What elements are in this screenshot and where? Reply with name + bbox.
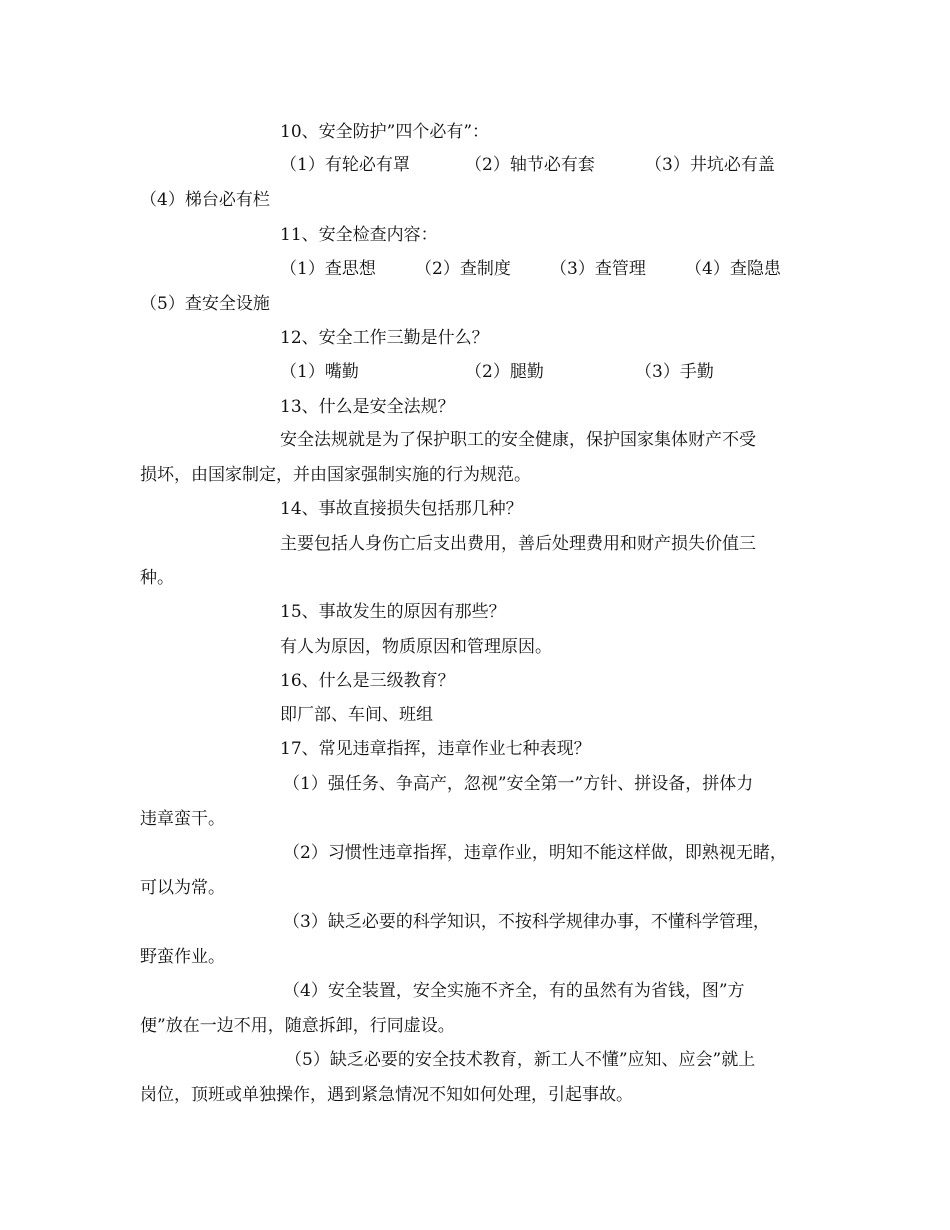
q11-title: 11、安全检查内容：: [280, 225, 438, 245]
q10-option-2: （2）轴节必有套: [465, 155, 595, 175]
q11-option-4: （4）查隐患: [685, 259, 781, 279]
q17-point-2-line-1: （2）习惯性违章指挥，违章作业，明知不能这样做，即熟视无睹，: [283, 843, 787, 863]
q16-title: 16、什么是三级教育？: [280, 671, 455, 691]
q16-answer: 即厂部、车间、班组: [280, 705, 433, 725]
q15-title: 15、事故发生的原因有那些？: [280, 602, 506, 622]
q11-option-2: （2）查制度: [415, 259, 511, 279]
q12-options: [280, 361, 714, 383]
q12-option-2: （2）腿勤: [465, 362, 544, 382]
q15-answer: 有人为原因，物质原因和管理原因。: [280, 637, 552, 657]
q13-answer-line-1: 安全法规就是为了保护职工的安全健康，保护国家集体财产不受: [280, 430, 756, 450]
q11-option-5: （5）查安全设施: [140, 294, 270, 314]
q17-point-3-line-1: （3）缺乏必要的科学知识，不按科学规律办事，不懂科学管理，: [283, 912, 770, 932]
q17-point-4-line-2: 便”放在一边不用，随意拆卸，行同虚设。: [140, 1016, 455, 1036]
q12-title: 12、安全工作三勤是什么？: [280, 328, 489, 348]
q14-title: 14、事故直接损失包括那几种？: [280, 499, 523, 519]
q17-point-5-line-1: （5）缺乏必要的安全技术教育，新工人不懂”应知、应会”就上: [285, 1050, 756, 1070]
q12-option-1: （1）嘴勤: [280, 362, 359, 382]
q14-answer-line-1: 主要包括人身伤亡后支出费用，善后处理费用和财产损失价值三: [280, 534, 756, 554]
q13-title: 13、什么是安全法规？: [280, 397, 455, 417]
q10-option-3: （3）井坑必有盖: [645, 155, 775, 175]
q12-option-3: （3）手勤: [635, 362, 714, 382]
q10-title: 10、安全防护”四个必有”：: [280, 122, 490, 142]
q17-point-1-line-1: （1）强任务、争高产，忽视”安全第一”方针、拼设备，拼体力: [283, 774, 754, 794]
q14-answer-line-2: 种。: [140, 568, 174, 588]
q17-point-4-line-1: （4）安全装置，安全实施不齐全，有的虽然有为省钱，图”方: [283, 981, 745, 1001]
q10-options: [280, 154, 775, 176]
q17-title: 17、常见违章指挥，违章作业七种表现？: [280, 739, 591, 759]
q11-option-1: （1）查思想: [280, 259, 376, 279]
q17-point-3-line-2: 野蛮作业。: [140, 947, 225, 967]
q11-option-3: （3）查管理: [550, 259, 646, 279]
q11-options: [280, 258, 781, 280]
q17-point-2-line-2: 可以为常。: [140, 878, 225, 898]
q13-answer-line-2: 损坏，由国家制定，并由国家强制实施的行为规范。: [140, 465, 531, 485]
q10-option-4: （4）梯台必有栏: [140, 190, 270, 210]
q17-point-1-line-2: 违章蛮干。: [140, 809, 225, 829]
q17-point-5-line-2: 岗位，顶班或单独操作，遇到紧急情况不知如何处理，引起事故。: [140, 1085, 633, 1105]
q10-option-1: （1）有轮必有罩: [280, 155, 410, 175]
